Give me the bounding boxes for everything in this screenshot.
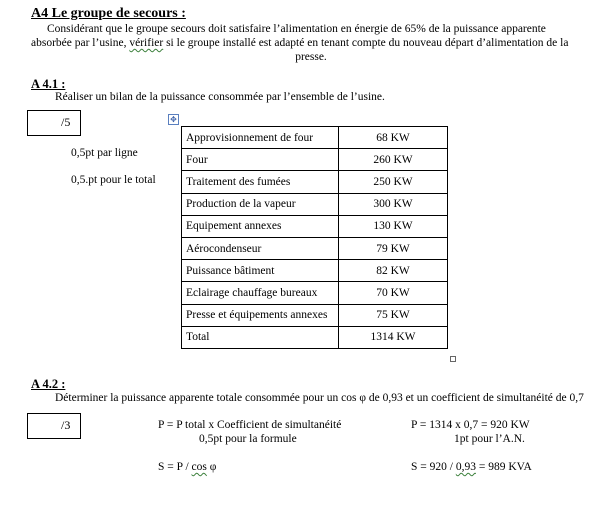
row-label: Four (182, 149, 339, 171)
table-row (182, 171, 448, 193)
table-row (182, 215, 448, 237)
formula-s (158, 461, 216, 473)
row-label: Production de la vapeur (182, 193, 339, 215)
result-s-pre: S = 920 / (411, 461, 456, 473)
table-row (182, 193, 448, 215)
result-s-cos-value: 0,93 (455, 461, 476, 473)
row-value: 1314 KW (339, 326, 448, 348)
formula-s-cos: cos (191, 461, 207, 473)
row-value: 70 KW (339, 282, 448, 304)
row-value: 82 KW (339, 260, 448, 282)
intro-line-1: Considérant que le groupe secours doit satisfaire l’alimentation en énergie de 65% de la puissance apparente (47, 23, 546, 35)
table-row (182, 260, 448, 282)
row-label: Presse et équipements annexes (182, 304, 339, 326)
power-balance-table (181, 126, 448, 349)
a42-instruction-post: de 0,93 et un coefficient de simultanéité de 0,7 (365, 392, 584, 404)
intro-paragraph (31, 22, 591, 64)
a42-score: /3 (61, 418, 71, 432)
result-p: P = 1314 x 0,7 = 920 KW (411, 419, 530, 431)
a41-note-total: 0,5.pt pour le total (71, 174, 156, 186)
a42-heading: A 4.2 : (31, 377, 66, 391)
table-resize-handle[interactable] (450, 356, 456, 362)
row-value: 260 KW (339, 149, 448, 171)
move-anchor-icon[interactable]: ✥ (168, 114, 179, 125)
formula-p: P = P total x Coefficient de simultanéité (158, 419, 342, 431)
a42-score-box[interactable] (27, 413, 81, 439)
table-row (182, 127, 448, 149)
intro-line-2b: si le groupe installé est adapté en tenant compte du nouveau départ d’alimentation de la (163, 37, 569, 49)
a42-instruction-phi: φ (359, 392, 366, 404)
intro-line-2a: absorbée par l’usine, (31, 37, 130, 49)
row-label: Total (182, 326, 339, 348)
table-row (182, 149, 448, 171)
row-value: 68 KW (339, 127, 448, 149)
row-label: Equipement annexes (182, 215, 339, 237)
a41-note-line: 0,5pt par ligne (71, 147, 138, 159)
row-label: Traitement des fumées (182, 171, 339, 193)
a41-score: /5 (61, 115, 71, 129)
table-row (182, 282, 448, 304)
row-value: 250 KW (339, 171, 448, 193)
table-row (182, 326, 448, 348)
row-label: Eclairage chauffage bureaux (182, 282, 339, 304)
result-s (411, 461, 532, 473)
row-value: 79 KW (339, 237, 448, 259)
row-label: Puissance bâtiment (182, 260, 339, 282)
a41-score-box[interactable] (27, 110, 81, 136)
formula-s-pre: S = P / (158, 461, 192, 473)
a42-instruction-pre: Déterminer la puissance apparente totale consommée pour un cos (55, 392, 360, 404)
row-value: 300 KW (339, 193, 448, 215)
intro-line-3: presse. (295, 51, 327, 63)
result-p-points: 1pt pour l’A.N. (454, 433, 525, 445)
table-row (182, 237, 448, 259)
intro-verify-word: vérifier (129, 37, 164, 49)
formula-s-post: φ (206, 461, 217, 473)
section-title: A4 Le groupe de secours : (31, 6, 186, 21)
result-s-post: = 989 KVA (475, 461, 532, 473)
row-value: 75 KW (339, 304, 448, 326)
table-row (182, 304, 448, 326)
row-label: Aérocondenseur (182, 237, 339, 259)
formula-p-points: 0,5pt pour la formule (199, 433, 297, 445)
a41-heading: A 4.1 : (31, 77, 66, 91)
row-value: 130 KW (339, 215, 448, 237)
a42-instruction (55, 392, 584, 404)
row-label: Approvisionnement de four (182, 127, 339, 149)
a41-instruction: Réaliser un bilan de la puissance consommée par l’ensemble de l’usine. (55, 91, 385, 103)
